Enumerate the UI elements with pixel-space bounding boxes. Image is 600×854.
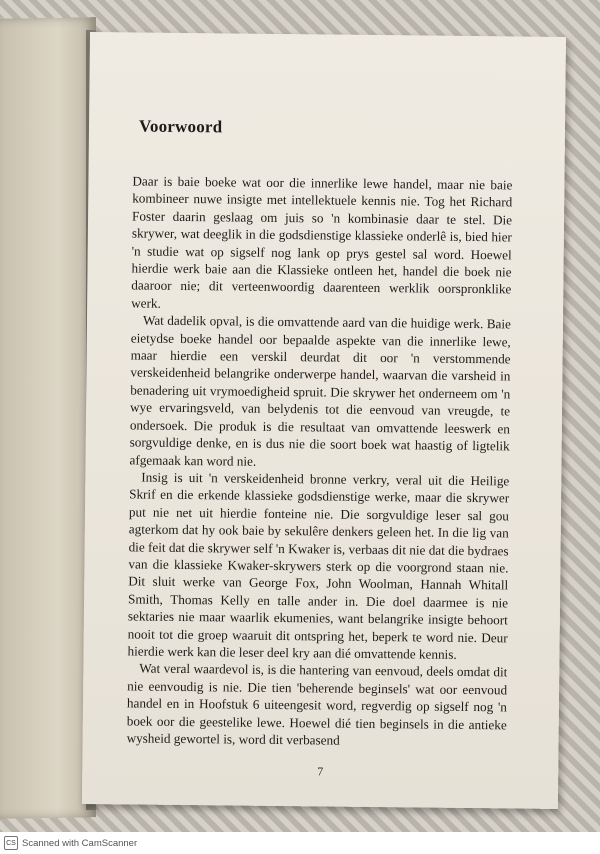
page-content xyxy=(127,102,514,750)
paragraph-4: Wat veral waardevol is, is die hantering van eenvoud, deels omdat dit nie eenvoudig is nie. Die tien 'beherende beginsels' wat oor eenvoud handel en in Hoofstuk 6 uiteengesit word, regverdig op sigself nog 'n boek oor die geestelike lewe. Hoewel dié tien beginsels in die antieke wysheid gewortel is, word dit verbasend xyxy=(126,660,508,748)
paragraph-2: Wat dadelik opval, is die omvattende aard van die huidige werk. Baie eietydse boeke handel oor bepaalde aspekte van die innerlike lewe, maar hierdie een verskil deurdat dit oor 'n verstommende verskeidenheid belangrike onderwerpe handel, waarvan die varsheid in benadering uit vrymoedigheid spruit. Die skrywer het onderneem om 'n wye ervaringsveld, van belydenis tot die eenvoud van vreugde, te ondersoek. Die produk is die resultaat van omvattende leeswerk en sorgvuldige denke, en is dus nie die soort boek wat haastig of ligtelik afgemaak kan word nie. xyxy=(129,312,512,469)
facing-page xyxy=(0,17,96,819)
page-title: Voorwoord xyxy=(138,116,223,137)
scanner-label: Scanned with CamScanner xyxy=(22,837,138,849)
book-page xyxy=(82,32,566,809)
camscanner-icon: CS xyxy=(4,836,18,850)
page-number: 7 xyxy=(317,764,324,779)
paragraph-1: Daar is baie boeke wat oor die innerlike lewe handel, maar nie baie kombineer nuwe insigte met intellektuele kennis nie. Tog het Richard Foster daarin geslaag om juis so 'n kombinasie daar te stel. Die skrywer, wat deeglik in die godsdienstige klassieke onderlê is, bied hier 'n studie wat op sigself nog lank op prys gestel sal word. Hoewel hierdie werk baie aan die Klassieke ontleen het, handel die boek nie daaroor nie; dit verteenwoordig daarenteen werklik oorspronklike werk. xyxy=(131,173,513,311)
paragraph-3: Insig is uit 'n verskeidenheid bronne verkry, veral uit die Heilige Skrif en die erkende klassieke godsdienstige werke, maar die skrywer put nie net uit hierdie fonteine nie. Die sorgvuldige leser sal gou agterkom dat hy ook baie by sekulêre denkers geleen het. In die lig van die feit dat die skrywer self 'n Kwaker is, verbaas dit nie dat die bydraes van die klassieke Kwaker-skrywers sterk op die voorgrond staan nie. Dit sluit werke van George Fox, John Woolman, Hannah Whitall Smith, Thomas Kelly en talle ander in. Die doel daarmee is nie sektaries nie maar waarlik ekumenies, want belangrike insigte behoort nooit tot die groep waaruit dit ontspring het, beperk te word nie. Deur hierdie werk kan die leser deel kry aan dié omvattende kennis. xyxy=(127,469,510,662)
scanner-watermark xyxy=(0,832,600,854)
